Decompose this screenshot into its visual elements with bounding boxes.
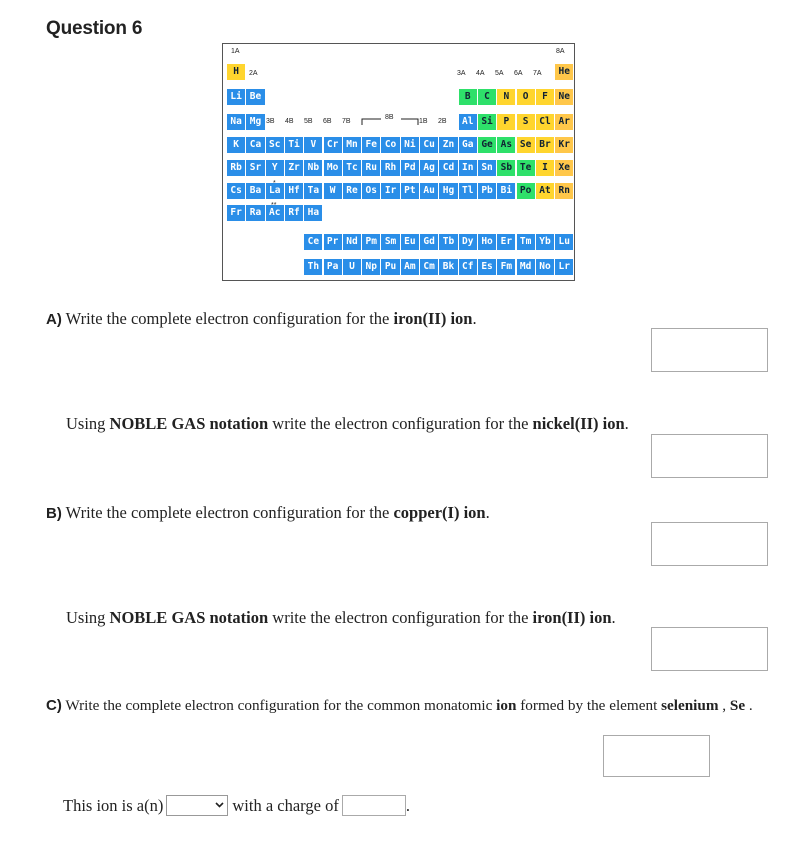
question-a2-bold1: NOBLE GAS notation: [109, 414, 269, 433]
element-np: Np: [362, 259, 380, 275]
element-fm: Fm: [497, 259, 515, 275]
element-ge: Ge: [478, 137, 496, 153]
element-ag: Ag: [420, 160, 438, 176]
question-c-pre: Write the complete electron configuration for the common monatomic: [61, 697, 497, 714]
element-xe: Xe: [555, 160, 573, 176]
element-tl: Tl: [459, 183, 477, 199]
charge-label: with a charge of: [232, 795, 339, 815]
element-at: At: [536, 183, 554, 199]
element-pr: Pr: [324, 234, 342, 250]
element-cd: Cd: [439, 160, 457, 176]
element-p: P: [497, 114, 515, 130]
element-h: H: [227, 64, 245, 80]
question-c-bold3: Se: [729, 697, 746, 714]
element-n: N: [497, 89, 515, 105]
element-ru: Ru: [362, 160, 380, 176]
ion-type-select[interactable]: [166, 795, 228, 816]
element-rn: Rn: [555, 183, 573, 199]
element-os: Os: [362, 183, 380, 199]
element-po: Po: [517, 183, 535, 199]
element-gd: Gd: [420, 234, 438, 250]
group-label-g1b: 1B: [419, 118, 428, 125]
element-nd: Nd: [343, 234, 361, 250]
group-label-g4a: 4A: [476, 70, 485, 77]
group-label-g7a: 7A: [533, 70, 542, 77]
group-label-g5b: 5B: [304, 118, 313, 125]
element-er: Er: [497, 234, 515, 250]
group-label-g3a: 3A: [457, 70, 466, 77]
group-label-g8b: 8B: [385, 114, 394, 121]
page-title: Question 6: [46, 18, 143, 39]
question-b2-bold2: iron(II) ion: [532, 608, 612, 627]
question-b2-end: .: [611, 608, 616, 627]
element-o: O: [517, 89, 535, 105]
element-pu: Pu: [381, 259, 399, 275]
element-pd: Pd: [401, 160, 419, 176]
element-co: Co: [381, 137, 399, 153]
element-es: Es: [478, 259, 496, 275]
group-label-la_mark: *: [273, 180, 276, 187]
element-lu: Lu: [555, 234, 573, 250]
element-ce: Ce: [304, 234, 322, 250]
element-ir: Ir: [381, 183, 399, 199]
element-bi: Bi: [497, 183, 515, 199]
ion-type-label: This ion is a(n): [63, 795, 164, 815]
question-b: [46, 503, 490, 523]
question-a-end: .: [472, 309, 477, 328]
element-pt: Pt: [401, 183, 419, 199]
question-a-label: A): [46, 311, 62, 328]
element-re: Re: [343, 183, 361, 199]
element-ni: Ni: [401, 137, 419, 153]
element-he: He: [555, 64, 573, 80]
element-y: Y: [266, 160, 284, 176]
group-label-g7b: 7B: [342, 118, 351, 125]
element-am: Am: [401, 259, 419, 275]
group-label-g3b: 3B: [266, 118, 275, 125]
question-b-label: B): [46, 505, 62, 522]
element-au: Au: [420, 183, 438, 199]
element-la: La: [266, 183, 284, 199]
question-a2-bold2: nickel(II) ion: [532, 414, 625, 433]
element-fr: Fr: [227, 205, 245, 221]
group-label-g8: 8A: [556, 48, 565, 55]
element-hg: Hg: [439, 183, 457, 199]
element-zr: Zr: [285, 160, 303, 176]
group-label-g2b: 2B: [438, 118, 447, 125]
element-ha: Ha: [304, 205, 322, 221]
element-ga: Ga: [459, 137, 477, 153]
element-u: U: [343, 259, 361, 275]
element-yb: Yb: [536, 234, 554, 250]
element-ac: Ac: [266, 205, 284, 221]
periodic-table: [222, 43, 575, 281]
element-f: F: [536, 89, 554, 105]
question-b2-bold1: NOBLE GAS notation: [109, 608, 269, 627]
element-kr: Kr: [555, 137, 573, 153]
answer-a-input[interactable]: [651, 328, 768, 372]
element-no: No: [536, 259, 554, 275]
element-tm: Tm: [517, 234, 535, 250]
element-cs: Cs: [227, 183, 245, 199]
question-a2-end: .: [624, 414, 629, 433]
element-sr: Sr: [246, 160, 264, 176]
element-ti: Ti: [285, 137, 303, 153]
question-c-label: C): [46, 697, 62, 714]
element-sb: Sb: [497, 160, 515, 176]
group-label-g1: 1A: [231, 48, 240, 55]
element-nb: Nb: [304, 160, 322, 176]
question-c: [46, 697, 753, 715]
element-c: C: [478, 89, 496, 105]
element-v: V: [304, 137, 322, 153]
element-k: K: [227, 137, 245, 153]
group-label-ac_mark: **: [271, 202, 277, 209]
charge-end: .: [405, 795, 410, 815]
question-a2: [66, 414, 629, 434]
element-hf: Hf: [285, 183, 303, 199]
question-b2-mid: write the electron configuration for the: [268, 608, 533, 627]
answer-b2-input[interactable]: [651, 627, 768, 671]
answer-b-input[interactable]: [651, 522, 768, 566]
question-a-bold: iron(II) ion: [393, 309, 473, 328]
answer-c-input[interactable]: [603, 735, 710, 777]
element-eu: Eu: [401, 234, 419, 250]
question-a-text: Write the complete electron configuration for the: [61, 309, 394, 328]
element-cm: Cm: [420, 259, 438, 275]
question-c-bold2: selenium: [661, 697, 719, 714]
element-cl: Cl: [536, 114, 554, 130]
element-ne: Ne: [555, 89, 573, 105]
element-te: Te: [517, 160, 535, 176]
group-label-g6b: 6B: [323, 118, 332, 125]
question-b-text: Write the complete electron configuration for the: [61, 503, 394, 522]
element-br: Br: [536, 137, 554, 153]
question-c-end: .: [745, 697, 753, 714]
answer-a2-input[interactable]: [651, 434, 768, 478]
group-label-g6a: 6A: [514, 70, 523, 77]
element-i: I: [536, 160, 554, 176]
group-label-g4b: 4B: [285, 118, 294, 125]
element-pm: Pm: [362, 234, 380, 250]
element-mo: Mo: [324, 160, 342, 176]
element-b: B: [459, 89, 477, 105]
element-se: Se: [517, 137, 535, 153]
chevron-down-icon: [215, 802, 224, 808]
element-sn: Sn: [478, 160, 496, 176]
element-sc: Sc: [266, 137, 284, 153]
element-tb: Tb: [439, 234, 457, 250]
element-rb: Rb: [227, 160, 245, 176]
element-as: As: [497, 137, 515, 153]
element-md: Md: [517, 259, 535, 275]
element-ba: Ba: [246, 183, 264, 199]
question-c-mid: formed by the element: [516, 697, 662, 714]
element-lr: Lr: [555, 259, 573, 275]
element-ra: Ra: [246, 205, 264, 221]
element-pa: Pa: [324, 259, 342, 275]
element-ca: Ca: [246, 137, 264, 153]
ion-type-line: [63, 795, 410, 816]
element-pb: Pb: [478, 183, 496, 199]
element-w: W: [324, 183, 342, 199]
group-label-g5a: 5A: [495, 70, 504, 77]
question-b2-pre: Using: [66, 608, 110, 627]
element-bk: Bk: [439, 259, 457, 275]
question-c-bold1: ion: [496, 697, 517, 714]
charge-input[interactable]: [342, 795, 406, 816]
group-8b-bracket: [361, 116, 421, 126]
question-b-bold: copper(I) ion: [393, 503, 486, 522]
element-in: In: [459, 160, 477, 176]
group-label-g2: 2A: [249, 70, 258, 77]
element-dy: Dy: [459, 234, 477, 250]
question-b2: [66, 608, 616, 628]
element-tc: Tc: [343, 160, 361, 176]
element-ho: Ho: [478, 234, 496, 250]
question-a2-pre: Using: [66, 414, 110, 433]
element-mg: Mg: [246, 114, 264, 130]
element-zn: Zn: [439, 137, 457, 153]
element-si: Si: [478, 114, 496, 130]
element-li: Li: [227, 89, 245, 105]
element-cf: Cf: [459, 259, 477, 275]
element-fe: Fe: [362, 137, 380, 153]
question-b-end: .: [485, 503, 490, 522]
element-ar: Ar: [555, 114, 573, 130]
element-cr: Cr: [324, 137, 342, 153]
element-th: Th: [304, 259, 322, 275]
element-rf: Rf: [285, 205, 303, 221]
element-na: Na: [227, 114, 245, 130]
element-cu: Cu: [420, 137, 438, 153]
element-s: S: [517, 114, 535, 130]
question-a: [46, 309, 477, 329]
element-sm: Sm: [381, 234, 399, 250]
question-a2-mid: write the electron configuration for the: [268, 414, 533, 433]
element-mn: Mn: [343, 137, 361, 153]
element-be: Be: [246, 89, 264, 105]
question-c-post: ,: [718, 697, 730, 714]
element-al: Al: [459, 114, 477, 130]
element-rh: Rh: [381, 160, 399, 176]
element-ta: Ta: [304, 183, 322, 199]
